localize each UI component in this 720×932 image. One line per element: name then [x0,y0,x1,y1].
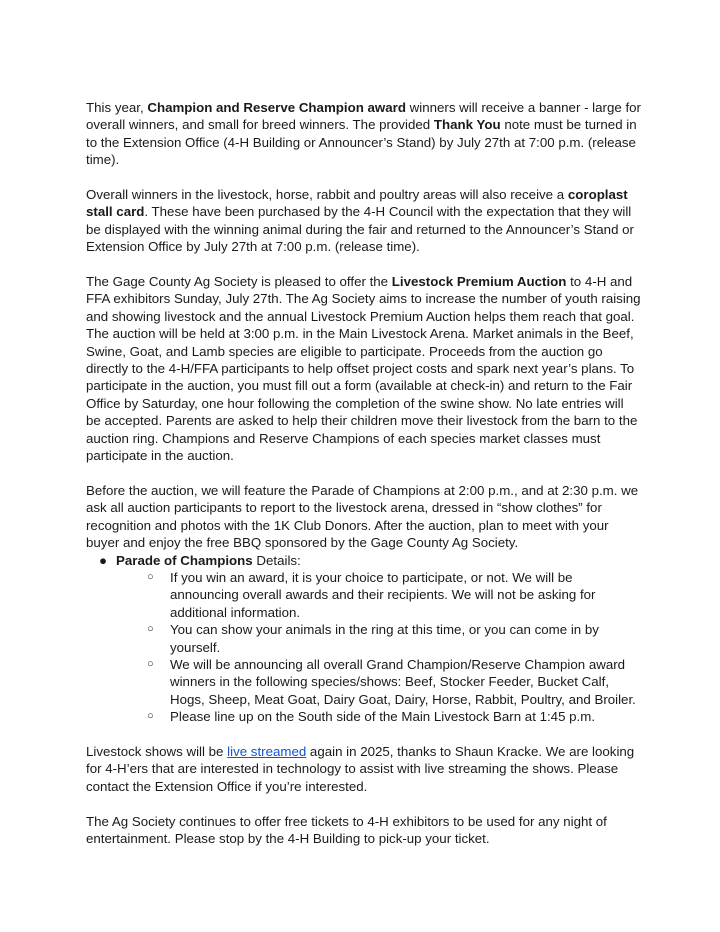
live-stream-paragraph [86,743,642,795]
live-streamed-link[interactable]: live streamed [227,743,307,759]
parade-paragraph [86,482,642,552]
circle-bullet-icon: ○ [147,570,154,583]
list-item [116,621,642,656]
parade-details-sublist [116,569,642,726]
awards-text-2: winners will receive a banner - large for overall winners, and small for breed winners. The provided [86,100,641,133]
sub-item-text: You can show your animals in the ring at this time, or you can come in by yourself. [170,622,599,655]
awards-text-1: This year, [86,100,148,115]
thank-you-emphasis: Thank You [433,117,501,133]
tickets-text: The Ag Society continues to offer free tickets to 4-H exhibitors to be used for any night of entertainment. Please stop by the 4-H Building to pick-up your ticket. [86,813,607,846]
circle-bullet-icon: ○ [147,623,154,636]
details-label: Details: [252,552,301,568]
livestock-premium-auction-emphasis: Livestock Premium Auction [391,274,567,290]
tickets-paragraph [86,813,642,848]
bullet-icon: ● [99,552,108,568]
sub-item-text: Please line up on the South side of the Main Livestock Barn at 1:45 p.m. [170,709,596,725]
stall-card-paragraph [86,186,642,256]
circle-bullet-icon: ○ [147,710,154,723]
stall-card-text-2: . These have been purchased by the 4-H Council with the expectation that they will be displayed with the winning animal during the fair and returned to the Announcer’s Stand or Extension Office by July 27th at 7:00 p.m. (release time). [86,204,634,255]
list-item [86,552,642,726]
circle-bullet-icon: ○ [147,657,154,670]
sub-item-text: We will be announcing all overall Grand Champion/Reserve Champion award winners in the following species/shows: Beef, Stocker Feeder, Bucket Calf, Hogs, Sheep, Meat Goat, Dairy Goat, Dairy, Horse, Rabbit, Poultry, and Broiler. [170,656,636,707]
list-item [116,656,642,708]
parade-of-champions-emphasis: Parade of Champions [116,552,253,568]
stall-card-text-1: Overall winners in the livestock, horse, rabbit and poultry areas will also receive a [86,187,568,203]
document-page [86,99,642,865]
champion-award-emphasis: Champion and Reserve Champion award [147,100,406,115]
sub-item-text: If you win an award, it is your choice to participate, or not. We will be announcing overall awards and their recipients. We will not be asking for additional information. [170,569,596,620]
live-stream-text-1: Livestock shows will be [86,743,228,759]
parade-bullet-list [86,552,642,726]
auction-paragraph [86,273,642,464]
list-item [116,569,642,621]
live-stream-text-2: again in 2025, thanks to Shaun Kracke. We are looking for 4-H’ers that are interested in technology to assist with live streaming the shows. Please contact the Extension Office if you’re interested. [86,743,635,794]
auction-text-1: The Gage County Ag Society is pleased to offer the [86,274,392,290]
coroplast-stall-card-emphasis: coroplast stall card [86,187,628,220]
list-item [116,708,642,725]
parade-text: Before the auction, we will feature the Parade of Champions at 2:00 p.m., and at 2:30 p.m. we ask all auction participants to report to the livestock arena, dressed in “show clothes” for recognition and photos with the 1K Club Donors. After the auction, plan to meet with your buyer and enjoy the free BBQ sponsored by the Gage County Ag Society. [86,482,639,551]
awards-text-3: note must be turned in to the Extension Office (4-H Building or Announcer’s Stand) by July 27th at 7:00 p.m. (release time). [86,117,637,168]
auction-text-2: to 4-H and FFA exhibitors Sunday, July 27th. The Ag Society aims to increase the number of youth raising and showing livestock and the annual Livestock Premium Auction helps them reach that goal. The auction will be held at 3:00 p.m. in the Main Livestock Arena. Market animals in the Beef, Swine, Goat, and Lamb species are eligible to participate. Proceeds from the auction go directly to the 4-H/FFA participants to help offset project costs and spark next year’s plans. To participate in the auction, you must fill out a form (available at check-in) and return to the Fair Office by Saturday, one hour following the completion of the swine show. No late entries will be accepted. Parents are asked to help their children move their livestock from the barn to the auction ring. Champions and Reserve Champions of each species market classes must participate in the auction. [86,274,641,464]
awards-paragraph [86,99,642,169]
